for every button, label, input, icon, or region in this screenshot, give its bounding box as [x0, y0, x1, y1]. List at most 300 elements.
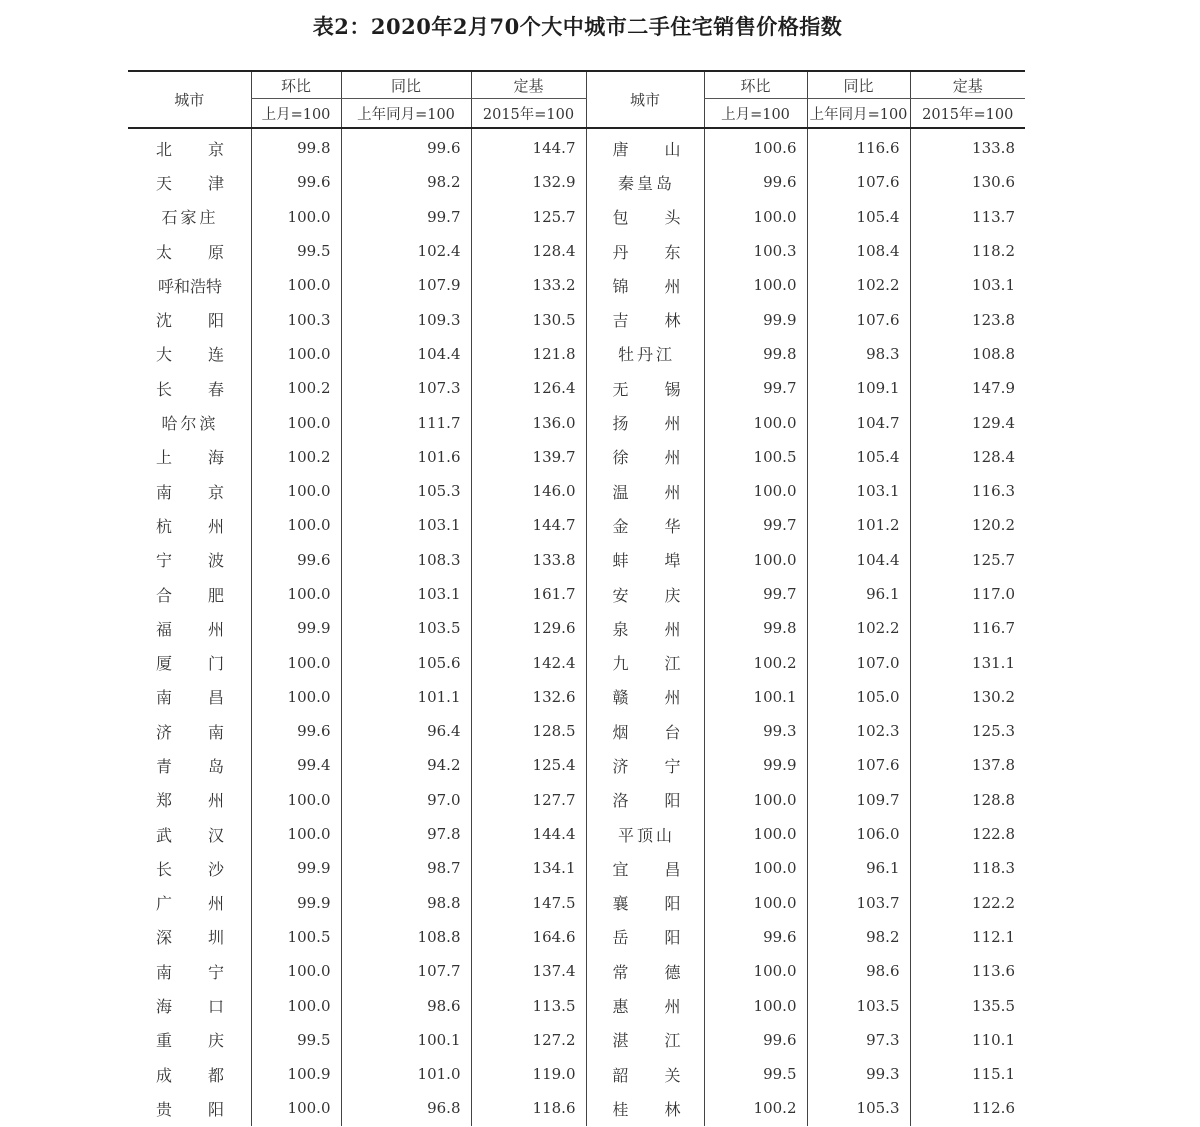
fixed-value-right: 118.3 — [910, 851, 1025, 885]
city-name: 成 都 — [156, 1065, 224, 1085]
table-row — [128, 200, 1025, 234]
mom-value-right: 100.0 — [704, 268, 807, 302]
header-fixed-base-right: 2015年=100 — [910, 99, 1025, 129]
city-name: 洛 阳 — [612, 791, 681, 811]
mom-value-left: 99.9 — [251, 886, 341, 920]
fixed-value-right: 135.5 — [910, 988, 1025, 1022]
city-cell-right — [586, 611, 704, 645]
city-name: 蚌 埠 — [612, 551, 681, 571]
table-row — [128, 474, 1025, 508]
mom-value-left: 100.3 — [251, 302, 341, 336]
fixed-value-left: 126.4 — [471, 371, 586, 405]
city-name: 宜 昌 — [612, 859, 681, 879]
city-name: 泉 州 — [612, 619, 681, 639]
mom-value-left: 100.0 — [251, 577, 341, 611]
mom-value-right: 99.8 — [704, 337, 807, 371]
city-cell-left — [128, 165, 251, 199]
fixed-value-left: 164.6 — [471, 920, 586, 954]
fixed-value-right: 122.8 — [910, 817, 1025, 851]
city-cell-right — [586, 680, 704, 714]
fixed-value-right: 125.7 — [910, 543, 1025, 577]
table-row — [128, 337, 1025, 371]
mom-value-right: 99.6 — [704, 920, 807, 954]
mom-value-right: 99.9 — [704, 748, 807, 782]
table-row — [128, 1091, 1025, 1125]
city-name: 宁 波 — [156, 551, 224, 571]
yoy-value-right: 97.3 — [807, 1023, 910, 1057]
fixed-value-left: 130.5 — [471, 302, 586, 336]
table-row — [128, 234, 1025, 268]
city-cell-right — [586, 714, 704, 748]
mom-value-right: 100.0 — [704, 783, 807, 817]
city-cell-right — [586, 577, 704, 611]
city-name: 秦皇岛 — [617, 173, 675, 193]
yoy-value-right: 103.5 — [807, 988, 910, 1022]
header-city-right: 城市 — [586, 71, 704, 128]
header-yoy-base-right: 上年同月=100 — [807, 99, 910, 129]
yoy-value-left: 105.3 — [341, 474, 471, 508]
city-name: 厦 门 — [156, 654, 224, 674]
fixed-value-left: 128.5 — [471, 714, 586, 748]
mom-value-left: 99.6 — [251, 543, 341, 577]
yoy-value-right: 102.3 — [807, 714, 910, 748]
yoy-value-right: 106.0 — [807, 817, 910, 851]
city-name: 烟 台 — [612, 722, 681, 742]
fixed-value-right: 113.7 — [910, 200, 1025, 234]
city-name: 金 华 — [612, 516, 681, 536]
city-name: 襄 阳 — [612, 894, 681, 914]
yoy-value-left: 99.7 — [341, 200, 471, 234]
fixed-value-left: 132.9 — [471, 165, 586, 199]
fixed-value-left: 142.4 — [471, 645, 586, 679]
yoy-value-right: 103.1 — [807, 474, 910, 508]
fixed-value-right: 137.8 — [910, 748, 1025, 782]
header-fixed-right: 定基 — [910, 71, 1025, 99]
city-name: 无 锡 — [612, 379, 681, 399]
yoy-value-left: 109.3 — [341, 302, 471, 336]
yoy-value-right: 116.6 — [807, 128, 910, 165]
mom-value-right: 100.0 — [704, 851, 807, 885]
city-name: 济 宁 — [612, 756, 681, 776]
mom-value-left: 99.6 — [251, 714, 341, 748]
yoy-value-right: 102.2 — [807, 611, 910, 645]
yoy-value-left: 98.8 — [341, 886, 471, 920]
table-row — [128, 508, 1025, 542]
mom-value-left: 100.5 — [251, 920, 341, 954]
table-row — [128, 954, 1025, 988]
yoy-value-right: 107.6 — [807, 165, 910, 199]
city-cell-left — [128, 783, 251, 817]
fixed-value-left: 139.7 — [471, 440, 586, 474]
yoy-value-left: 101.6 — [341, 440, 471, 474]
mom-value-right: 99.3 — [704, 714, 807, 748]
city-name: 深 圳 — [156, 928, 224, 948]
mom-value-right: 100.1 — [704, 680, 807, 714]
city-name: 唐 山 — [612, 139, 681, 159]
fixed-value-left: 144.7 — [471, 128, 586, 165]
table-title: 表2：2020年2月70个大中城市二手住宅销售价格指数 — [312, 14, 843, 39]
table-row — [128, 1057, 1025, 1091]
mom-value-right: 99.8 — [704, 611, 807, 645]
mom-value-left: 100.0 — [251, 268, 341, 302]
header-mom-base-right: 上月=100 — [704, 99, 807, 129]
fixed-value-left: 132.6 — [471, 680, 586, 714]
yoy-value-left: 107.3 — [341, 371, 471, 405]
fixed-value-right: 120.2 — [910, 508, 1025, 542]
city-cell-right — [586, 817, 704, 851]
city-cell-right — [586, 474, 704, 508]
fixed-value-left: 128.4 — [471, 234, 586, 268]
table-row — [128, 645, 1025, 679]
table-row — [128, 128, 1025, 165]
mom-value-right: 100.5 — [704, 440, 807, 474]
fixed-value-left: 144.4 — [471, 817, 586, 851]
city-cell-left — [128, 920, 251, 954]
mom-value-left: 99.8 — [251, 128, 341, 165]
mom-value-left: 100.0 — [251, 200, 341, 234]
table-row — [128, 371, 1025, 405]
mom-value-left: 100.0 — [251, 337, 341, 371]
mom-value-left: 99.9 — [251, 611, 341, 645]
city-cell-right — [586, 748, 704, 782]
fixed-value-left: 127.2 — [471, 1023, 586, 1057]
table-row — [128, 783, 1025, 817]
mom-value-left: 99.4 — [251, 748, 341, 782]
city-name: 武 汉 — [156, 825, 224, 845]
city-name: 哈尔滨 — [161, 414, 219, 434]
city-name: 太 原 — [156, 242, 224, 262]
table-row — [128, 851, 1025, 885]
mom-value-right: 99.5 — [704, 1057, 807, 1091]
yoy-value-left: 104.4 — [341, 337, 471, 371]
city-cell-right — [586, 337, 704, 371]
mom-value-left: 99.5 — [251, 1023, 341, 1057]
fixed-value-right: 112.1 — [910, 920, 1025, 954]
fixed-value-left: 125.7 — [471, 200, 586, 234]
city-cell-left — [128, 817, 251, 851]
yoy-value-right: 109.1 — [807, 371, 910, 405]
fixed-value-left: 118.6 — [471, 1091, 586, 1125]
city-name: 呼和浩特 — [157, 276, 222, 296]
city-name: 安 庆 — [612, 585, 681, 605]
fixed-value-right: 110.1 — [910, 1023, 1025, 1057]
city-cell-left — [128, 371, 251, 405]
table-row — [128, 1023, 1025, 1057]
table-row — [128, 817, 1025, 851]
mom-value-right: 100.0 — [704, 543, 807, 577]
city-cell-right — [586, 886, 704, 920]
table-row — [128, 543, 1025, 577]
header-yoy-right: 同比 — [807, 71, 910, 99]
city-cell-left — [128, 200, 251, 234]
city-cell-right — [586, 1091, 704, 1125]
yoy-value-right: 96.1 — [807, 851, 910, 885]
yoy-value-left: 94.2 — [341, 748, 471, 782]
mom-value-right: 100.0 — [704, 200, 807, 234]
city-name: 重 庆 — [156, 1031, 224, 1051]
fixed-value-left: 161.7 — [471, 577, 586, 611]
header-fixed-base-left: 2015年=100 — [471, 99, 586, 129]
header-mom-base-left: 上月=100 — [251, 99, 341, 129]
city-name: 天 津 — [156, 173, 224, 193]
yoy-value-right: 105.0 — [807, 680, 910, 714]
city-cell-left — [128, 714, 251, 748]
yoy-value-left: 103.5 — [341, 611, 471, 645]
mom-value-right: 99.7 — [704, 577, 807, 611]
city-name: 广 州 — [156, 894, 224, 914]
table-row — [128, 165, 1025, 199]
city-cell-right — [586, 1023, 704, 1057]
header-mom-left: 环比 — [251, 71, 341, 99]
yoy-value-right: 101.2 — [807, 508, 910, 542]
yoy-value-right: 98.2 — [807, 920, 910, 954]
city-name: 福 州 — [156, 619, 224, 639]
fixed-value-right: 117.0 — [910, 577, 1025, 611]
city-cell-left — [128, 337, 251, 371]
mom-value-right: 99.6 — [704, 165, 807, 199]
fixed-value-right: 130.6 — [910, 165, 1025, 199]
city-cell-left — [128, 474, 251, 508]
yoy-value-right: 105.4 — [807, 440, 910, 474]
mom-value-right: 100.2 — [704, 645, 807, 679]
yoy-value-right: 98.3 — [807, 337, 910, 371]
header-yoy-base-left: 上年同月=100 — [341, 99, 471, 129]
city-cell-right — [586, 371, 704, 405]
city-name: 扬 州 — [612, 414, 681, 434]
city-cell-right — [586, 128, 704, 165]
city-name: 上 海 — [156, 448, 224, 468]
city-cell-left — [128, 645, 251, 679]
fixed-value-right: 115.1 — [910, 1057, 1025, 1091]
mom-value-right: 99.7 — [704, 508, 807, 542]
city-cell-left — [128, 1023, 251, 1057]
city-cell-right — [586, 405, 704, 439]
mom-value-right: 100.3 — [704, 234, 807, 268]
table-header — [128, 71, 1025, 128]
fixed-value-left: 125.4 — [471, 748, 586, 782]
table-row — [128, 988, 1025, 1022]
table-row — [128, 405, 1025, 439]
table-row — [128, 268, 1025, 302]
mom-value-right: 100.2 — [704, 1091, 807, 1125]
city-name: 长 沙 — [156, 859, 224, 879]
city-name: 济 南 — [156, 722, 224, 742]
fixed-value-right: 118.2 — [910, 234, 1025, 268]
mom-value-right: 99.7 — [704, 371, 807, 405]
city-name: 大 连 — [156, 345, 224, 365]
yoy-value-left: 107.7 — [341, 954, 471, 988]
yoy-value-left: 101.1 — [341, 680, 471, 714]
city-cell-left — [128, 405, 251, 439]
city-name: 青 岛 — [156, 756, 224, 776]
fixed-value-right: 131.1 — [910, 645, 1025, 679]
yoy-value-right: 99.3 — [807, 1057, 910, 1091]
yoy-value-right: 107.0 — [807, 645, 910, 679]
city-cell-right — [586, 234, 704, 268]
mom-value-right: 99.9 — [704, 302, 807, 336]
fixed-value-right: 122.2 — [910, 886, 1025, 920]
city-name: 韶 关 — [612, 1065, 681, 1085]
fixed-value-left: 133.2 — [471, 268, 586, 302]
city-cell-left — [128, 508, 251, 542]
city-name: 徐 州 — [612, 448, 681, 468]
mom-value-left: 100.2 — [251, 440, 341, 474]
header-city-left: 城市 — [128, 71, 251, 128]
city-cell-right — [586, 268, 704, 302]
city-name: 郑 州 — [156, 791, 224, 811]
city-name: 九 江 — [612, 654, 681, 674]
yoy-value-right: 107.6 — [807, 302, 910, 336]
mom-value-left: 100.0 — [251, 680, 341, 714]
yoy-value-right: 102.2 — [807, 268, 910, 302]
yoy-value-left: 111.7 — [341, 405, 471, 439]
city-cell-right — [586, 543, 704, 577]
city-cell-right — [586, 165, 704, 199]
city-cell-right — [586, 954, 704, 988]
city-name: 包 头 — [612, 208, 681, 228]
yoy-value-left: 96.8 — [341, 1091, 471, 1125]
yoy-value-left: 100.1 — [341, 1023, 471, 1057]
city-cell-right — [586, 200, 704, 234]
city-name: 南 京 — [156, 482, 224, 502]
fixed-value-left: 127.7 — [471, 783, 586, 817]
price-index-table — [128, 70, 1025, 1126]
fixed-value-right: 113.6 — [910, 954, 1025, 988]
mom-value-right: 100.0 — [704, 817, 807, 851]
fixed-value-right: 112.6 — [910, 1091, 1025, 1125]
city-cell-left — [128, 611, 251, 645]
table-row — [128, 748, 1025, 782]
fixed-value-right: 123.8 — [910, 302, 1025, 336]
yoy-value-left: 101.0 — [341, 1057, 471, 1091]
city-name: 赣 州 — [612, 688, 681, 708]
city-cell-left — [128, 1057, 251, 1091]
yoy-value-left: 98.7 — [341, 851, 471, 885]
city-cell-right — [586, 440, 704, 474]
city-name: 平顶山 — [617, 825, 675, 845]
yoy-value-right: 109.7 — [807, 783, 910, 817]
fixed-value-left: 136.0 — [471, 405, 586, 439]
table-row — [128, 714, 1025, 748]
fixed-value-right: 116.3 — [910, 474, 1025, 508]
yoy-value-right: 108.4 — [807, 234, 910, 268]
mom-value-right: 100.0 — [704, 954, 807, 988]
fixed-value-right: 129.4 — [910, 405, 1025, 439]
table-row — [128, 611, 1025, 645]
header-fixed-left: 定基 — [471, 71, 586, 99]
fixed-value-left: 113.5 — [471, 988, 586, 1022]
city-name: 南 宁 — [156, 962, 224, 982]
mom-value-left: 99.9 — [251, 851, 341, 885]
fixed-value-left: 129.6 — [471, 611, 586, 645]
mom-value-left: 100.2 — [251, 371, 341, 405]
yoy-value-left: 97.8 — [341, 817, 471, 851]
city-cell-right — [586, 1057, 704, 1091]
city-cell-right — [586, 920, 704, 954]
fixed-value-right: 116.7 — [910, 611, 1025, 645]
mom-value-left: 100.0 — [251, 508, 341, 542]
city-cell-left — [128, 748, 251, 782]
yoy-value-left: 96.4 — [341, 714, 471, 748]
city-cell-right — [586, 783, 704, 817]
fixed-value-right: 128.4 — [910, 440, 1025, 474]
header-mom-right: 环比 — [704, 71, 807, 99]
mom-value-left: 100.0 — [251, 817, 341, 851]
mom-value-left: 100.0 — [251, 474, 341, 508]
yoy-value-left: 108.8 — [341, 920, 471, 954]
fixed-value-left: 133.8 — [471, 543, 586, 577]
city-name: 南 昌 — [156, 688, 224, 708]
city-cell-left — [128, 988, 251, 1022]
yoy-value-left: 98.6 — [341, 988, 471, 1022]
yoy-value-right: 105.4 — [807, 200, 910, 234]
city-cell-right — [586, 851, 704, 885]
mom-value-right: 100.0 — [704, 405, 807, 439]
fixed-value-left: 144.7 — [471, 508, 586, 542]
city-name: 合 肥 — [156, 585, 224, 605]
fixed-value-left: 146.0 — [471, 474, 586, 508]
yoy-value-right: 104.4 — [807, 543, 910, 577]
mom-value-left: 100.0 — [251, 1091, 341, 1125]
mom-value-right: 100.6 — [704, 128, 807, 165]
city-cell-left — [128, 577, 251, 611]
mom-value-left: 100.0 — [251, 645, 341, 679]
fixed-value-right: 130.2 — [910, 680, 1025, 714]
header-yoy-left: 同比 — [341, 71, 471, 99]
table-row — [128, 920, 1025, 954]
yoy-value-left: 97.0 — [341, 783, 471, 817]
city-cell-left — [128, 440, 251, 474]
mom-value-right: 100.0 — [704, 886, 807, 920]
yoy-value-right: 105.3 — [807, 1091, 910, 1125]
city-cell-left — [128, 543, 251, 577]
city-name: 锦 州 — [612, 276, 681, 296]
mom-value-left: 100.0 — [251, 954, 341, 988]
table-row — [128, 680, 1025, 714]
city-cell-left — [128, 268, 251, 302]
mom-value-left: 100.0 — [251, 988, 341, 1022]
table-row — [128, 302, 1025, 336]
city-name: 常 德 — [612, 962, 681, 982]
city-name: 岳 阳 — [612, 928, 681, 948]
city-name: 牡丹江 — [617, 345, 675, 365]
mom-value-right: 100.0 — [704, 988, 807, 1022]
city-name: 长 春 — [156, 379, 224, 399]
mom-value-left: 100.0 — [251, 783, 341, 817]
yoy-value-left: 107.9 — [341, 268, 471, 302]
mom-value-left: 100.0 — [251, 405, 341, 439]
fixed-value-left: 119.0 — [471, 1057, 586, 1091]
yoy-value-left: 102.4 — [341, 234, 471, 268]
mom-value-left: 99.6 — [251, 165, 341, 199]
yoy-value-left: 99.6 — [341, 128, 471, 165]
yoy-value-left: 98.2 — [341, 165, 471, 199]
city-name: 丹 东 — [612, 242, 681, 262]
yoy-value-left: 108.3 — [341, 543, 471, 577]
fixed-value-right: 133.8 — [910, 128, 1025, 165]
yoy-value-left: 105.6 — [341, 645, 471, 679]
yoy-value-left: 103.1 — [341, 508, 471, 542]
yoy-value-right: 107.6 — [807, 748, 910, 782]
yoy-value-right: 104.7 — [807, 405, 910, 439]
city-name: 惠 州 — [612, 997, 681, 1017]
city-cell-right — [586, 302, 704, 336]
city-cell-right — [586, 508, 704, 542]
city-name: 温 州 — [612, 482, 681, 502]
city-cell-left — [128, 1091, 251, 1125]
table-row — [128, 577, 1025, 611]
fixed-value-right: 128.8 — [910, 783, 1025, 817]
